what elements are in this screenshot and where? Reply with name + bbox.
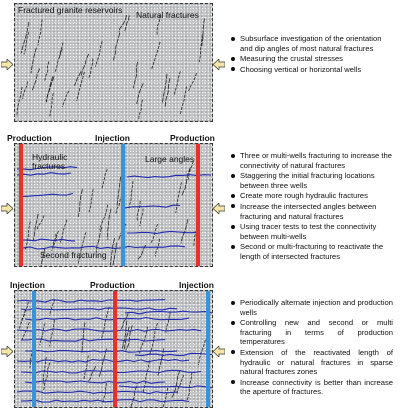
natural-fracture <box>25 222 30 251</box>
natural-fracture <box>108 209 111 240</box>
natural-fracture <box>202 19 205 47</box>
left-arrow-icon <box>1 344 13 355</box>
hydraulic-fracture <box>21 239 75 241</box>
well-header-production-right: Production <box>170 133 215 143</box>
injection-well <box>121 144 125 267</box>
hydraulic-fracture <box>25 318 189 320</box>
right-arrow-icon <box>213 57 225 68</box>
hydraulic-fracture <box>21 308 177 310</box>
hydraulic-fracture <box>127 231 200 233</box>
hydraulic-fracture <box>119 386 212 388</box>
note-item: Controlling new and second or multi fracturing in terms of production temperatures <box>231 318 393 347</box>
natural-fracture <box>130 386 137 409</box>
label-second-fracturing: Second fracturing <box>40 250 107 260</box>
label-fractured-granite: Fractured granite reservoirs <box>18 5 123 15</box>
note-item: Increase connectivity is better than increase the aperture of fractures. <box>231 378 393 397</box>
natural-fracture <box>198 340 205 365</box>
natural-fracture <box>140 209 143 227</box>
note-item: Choosing vertical or horizontal wells <box>231 65 393 75</box>
note-item: Second or multi-fracturing to reactivate the length of intersected fractures <box>231 242 393 261</box>
natural-fracture <box>89 189 93 212</box>
hydraulic-fracture <box>17 329 201 331</box>
natural-fracture <box>50 320 55 347</box>
natural-fracture <box>82 54 89 76</box>
note-item: Subsurface investigation of the orientation and dip angles of most natural fractures <box>231 34 393 53</box>
natural-fracture <box>152 42 161 69</box>
natural-fracture <box>88 366 96 382</box>
hydraulic-fracture <box>125 205 180 208</box>
hydraulic-fracture <box>17 300 165 302</box>
natural-fracture <box>177 375 184 393</box>
natural-fracture <box>117 177 121 207</box>
natural-fracture <box>166 312 170 333</box>
note-item: Periodically alternate injection and production wells <box>231 298 393 317</box>
hydraulic-fracture <box>25 381 165 383</box>
natural-fracture <box>17 87 22 116</box>
production-well-right <box>196 144 200 267</box>
natural-fracture <box>50 93 54 116</box>
natural-fracture <box>180 87 187 116</box>
natural-fracture <box>32 69 40 91</box>
natural-fracture <box>82 322 85 353</box>
panel-2-notes <box>231 151 393 263</box>
natural-fracture <box>40 324 45 346</box>
natural-fracture <box>49 299 55 315</box>
natural-fracture <box>102 307 110 338</box>
panel-3-fracture-drawing <box>15 291 213 408</box>
right-arrow-icon <box>213 344 225 355</box>
natural-fracture <box>21 322 29 342</box>
left-arrow-icon <box>1 57 13 68</box>
reservoir-panel-2 <box>14 143 213 267</box>
natural-fracture <box>162 388 167 408</box>
natural-fracture <box>102 169 107 188</box>
production-well <box>113 291 117 408</box>
natural-fracture <box>176 182 182 213</box>
natural-fracture <box>100 205 108 230</box>
natural-fracture <box>172 370 180 398</box>
hydraulic-fracture <box>17 391 177 394</box>
natural-fracture <box>62 91 69 107</box>
natural-fracture <box>125 16 129 31</box>
natural-fracture <box>60 43 64 58</box>
natural-fracture <box>129 181 133 206</box>
panel-1-notes <box>231 34 393 75</box>
natural-fracture <box>133 62 137 88</box>
natural-fracture <box>19 310 25 329</box>
natural-fracture <box>77 72 85 101</box>
hydraulic-fracture <box>21 370 201 373</box>
note-item: Measuring the crustal stresses <box>231 54 393 64</box>
natural-fracture <box>199 35 202 62</box>
note-item: Increase the intersected angles between fracturing and natural fractures <box>231 202 393 221</box>
reservoir-panel-3 <box>14 290 213 408</box>
natural-fracture <box>189 73 197 91</box>
natural-fracture <box>99 349 106 377</box>
natural-fracture <box>52 234 56 251</box>
note-item: Staggering the initial fracturing locations between three wells <box>231 171 393 190</box>
well-header-production-left: Production <box>7 133 52 143</box>
natural-fracture <box>181 219 188 243</box>
natural-fracture <box>95 41 102 67</box>
label-natural-fractures: Natural fractures <box>136 10 199 20</box>
panel-1-fracture-drawing <box>15 4 213 122</box>
hydraulic-fracture <box>17 173 71 176</box>
hydraulic-fracture <box>21 400 189 402</box>
natural-fracture <box>23 82 28 99</box>
well-header-injection-right: Injection <box>179 280 214 290</box>
note-item: Three or multi-wells fracturing to increase the connectivity of natural fractures <box>231 151 393 170</box>
left-arrow-icon <box>1 201 13 212</box>
natural-fracture <box>139 100 143 119</box>
natural-fracture <box>75 72 81 86</box>
injection-well-left <box>32 291 36 408</box>
note-item: Create more rough hydraulic fractures <box>231 191 393 201</box>
natural-fracture <box>31 48 36 74</box>
natural-fracture <box>84 356 88 380</box>
hydraulic-fracture <box>25 350 177 352</box>
natural-fracture <box>182 168 191 196</box>
production-well-left <box>19 144 23 267</box>
natural-fracture <box>137 201 140 221</box>
natural-fracture <box>37 215 44 230</box>
hydraulic-fracture <box>23 246 185 249</box>
hydraulic-fracture <box>21 339 165 341</box>
well-header-production: Production <box>90 280 135 290</box>
note-item: Using tracer tests to test the connectivity between multi-wells <box>231 222 393 241</box>
panel-3-notes <box>231 298 393 398</box>
natural-fracture <box>126 326 133 351</box>
reservoir-panel-1 <box>14 3 213 122</box>
well-header-injection: Injection <box>95 133 130 143</box>
natural-fracture <box>111 238 115 265</box>
natural-fracture <box>53 231 59 248</box>
natural-fracture <box>89 59 93 78</box>
natural-fracture <box>55 49 62 72</box>
hydraulic-fracture <box>125 311 212 314</box>
natural-fracture <box>38 19 42 45</box>
natural-fracture <box>187 372 192 400</box>
natural-fracture <box>113 33 120 60</box>
injection-well-right <box>206 291 210 408</box>
hydraulic-fracture <box>19 193 73 196</box>
note-item: Extension of the reactivated length of hydraulic or natural fractures in sparse natural fractures zones <box>231 348 393 377</box>
label-hydraulic-fractures: Hydraulic fractures <box>32 152 68 171</box>
well-header-injection-left: Injection <box>10 280 45 290</box>
natural-fracture <box>174 71 180 95</box>
natural-fracture <box>21 22 29 53</box>
label-large-angles: Large angles <box>145 154 195 164</box>
right-arrow-icon <box>213 201 225 212</box>
natural-fracture <box>45 62 49 81</box>
natural-fracture <box>78 189 82 217</box>
